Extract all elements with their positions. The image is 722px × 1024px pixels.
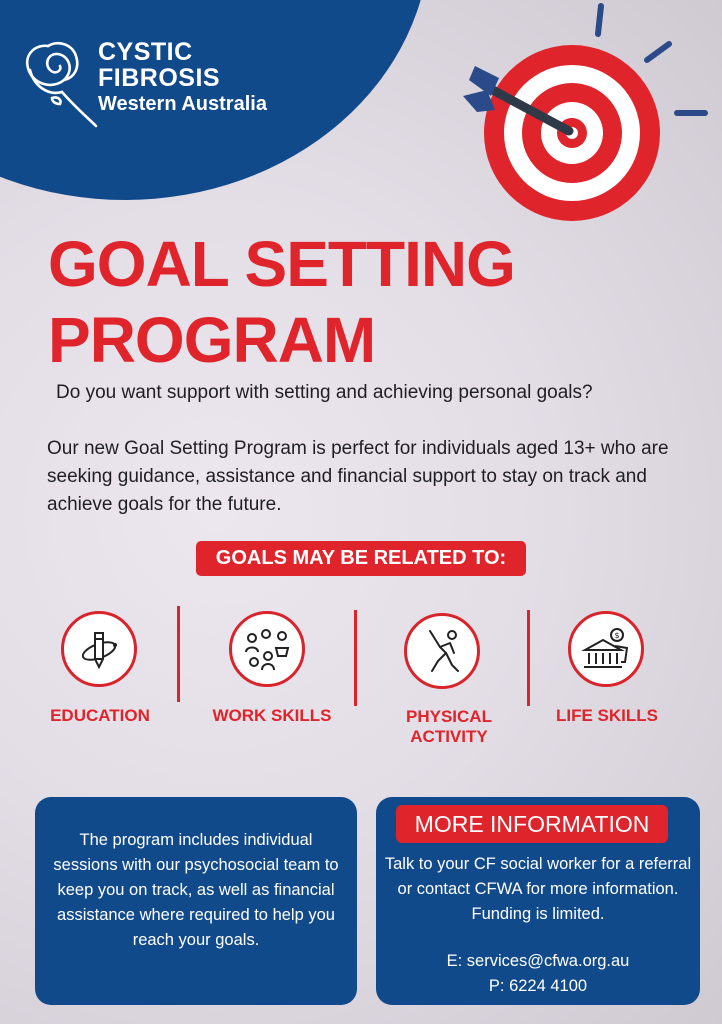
category-divider xyxy=(177,606,180,702)
contact-details xyxy=(382,949,694,999)
category-divider xyxy=(354,610,357,706)
category-divider xyxy=(527,610,530,706)
svg-text:$: $ xyxy=(614,631,620,640)
category-physical-activity xyxy=(384,707,514,747)
more-info-box xyxy=(376,797,700,1005)
stretching-person-icon xyxy=(404,613,480,689)
teamwork-icon xyxy=(229,611,305,687)
rose-icon xyxy=(18,38,98,130)
question-text: Do you want support with setting and achieving personal goals? xyxy=(56,382,593,403)
program-info-box xyxy=(35,797,357,1005)
pencil-orbit-icon xyxy=(61,611,137,687)
brand-line-3: Western Australia xyxy=(98,93,267,115)
page-title xyxy=(48,228,515,376)
category-life-skills: LIFE SKILLS xyxy=(556,706,658,725)
category-physical-line2: ACTIVITY xyxy=(410,727,488,746)
phone-number[interactable]: P: 6224 4100 xyxy=(488,977,588,995)
goals-heading: GOALS MAY BE RELATED TO: xyxy=(196,541,526,576)
more-info-heading: MORE INFORMATION xyxy=(396,805,668,843)
email-link[interactable]: E: services@cfwa.org.au xyxy=(446,952,630,970)
title-line-2: PROGRAM xyxy=(48,304,376,376)
category-education: EDUCATION xyxy=(50,706,150,725)
brand-line-1: CYSTIC xyxy=(98,38,193,66)
target-dart-icon xyxy=(455,0,720,230)
bank-money-icon xyxy=(568,611,644,687)
category-work-skills: WORK SKILLS xyxy=(212,706,332,725)
brand-line-2: FIBROSIS xyxy=(98,64,221,92)
program-info-text: The program includes individual sessions with our psychosocial team to keep you on track, as well as financial assistance where required to help you reach your goals. xyxy=(53,831,339,949)
title-line-1: GOAL SETTING xyxy=(48,228,515,300)
category-physical-line1: PHYSICAL xyxy=(406,707,492,726)
brand-name xyxy=(98,40,267,114)
intro-paragraph: Our new Goal Setting Program is perfect for individuals aged 13+ who are seeking guidance, assistance and financial support to stay on track and achieve goals for the future. xyxy=(47,438,669,515)
more-info-text: Talk to your CF social worker for a referral or contact CFWA for more information. Funding is limited. xyxy=(384,855,692,923)
